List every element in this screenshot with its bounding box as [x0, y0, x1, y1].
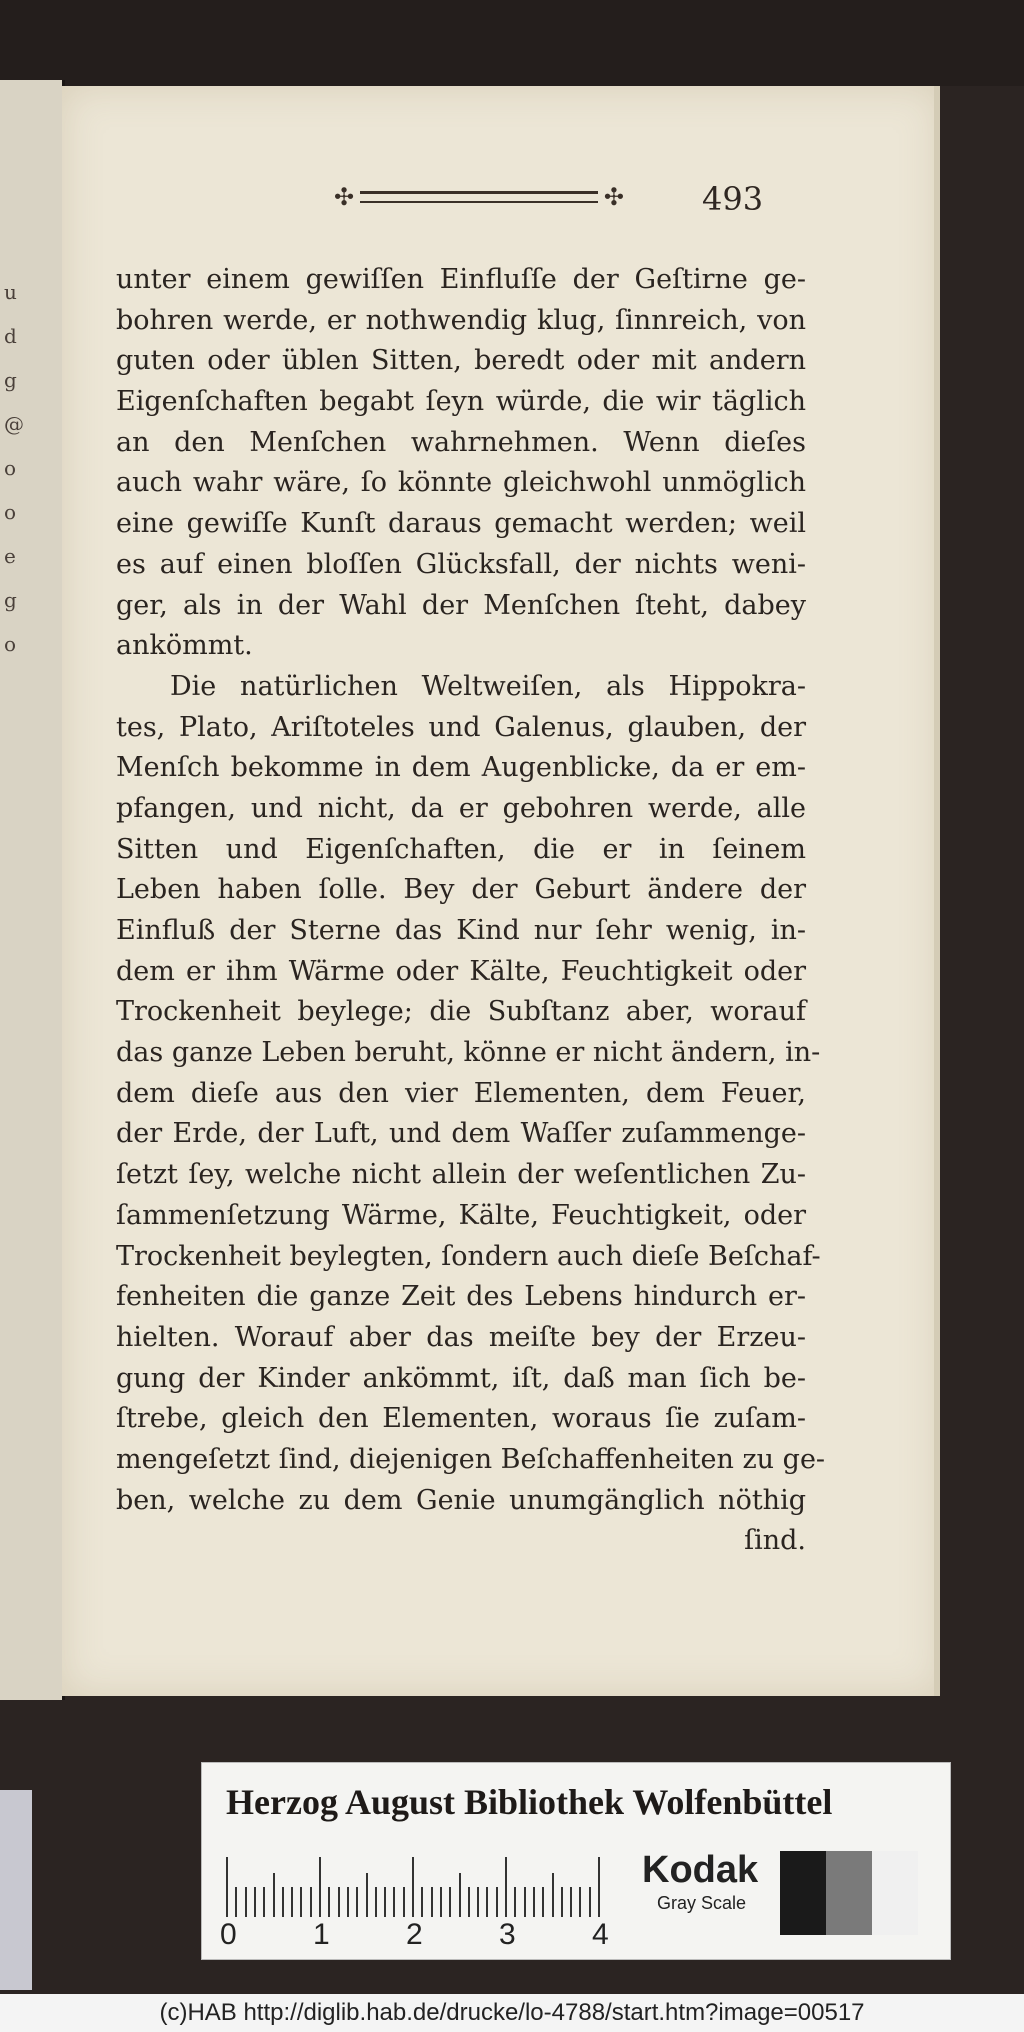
- ruler-tick: [505, 1857, 507, 1917]
- ruler-tick: [412, 1857, 414, 1917]
- ornament-star-icon: ✣: [603, 183, 624, 211]
- text-line: das ganze Leben beruht, könne er nicht ändern, in-: [116, 1037, 821, 1069]
- adjacent-page-char: o: [4, 500, 17, 524]
- text-line: guten oder üblen Sitten, beredt oder mit andern: [116, 345, 806, 377]
- text-line: pfangen, und nicht, da er gebohren werde, alle: [116, 792, 806, 824]
- ruler-tick: [273, 1873, 275, 1917]
- adjacent-page-char: o: [4, 632, 17, 656]
- ruler-tick: [310, 1887, 312, 1917]
- ruler-tick: [598, 1857, 600, 1917]
- page-number: 493: [702, 180, 764, 218]
- text-line: eine gewiſſe Kunſt daraus gemacht werden; weil: [116, 508, 806, 540]
- gray-swatch: [872, 1851, 918, 1935]
- ruler-tick: [319, 1857, 321, 1917]
- ruler-tick: [459, 1873, 461, 1917]
- text-line: hielten. Worauf aber das meiſte bey der Erzeu-: [116, 1321, 806, 1353]
- ruler-tick: [542, 1887, 544, 1917]
- adjacent-page-char: g: [4, 588, 17, 612]
- page-edge: [934, 86, 940, 1696]
- ruler-tick: [468, 1887, 470, 1917]
- text-line: an den Menſchen wahrnehmen. Wenn dieſes: [116, 426, 806, 458]
- ruler-tick: [291, 1887, 293, 1917]
- text-line: dem dieſe aus den vier Elementen, dem Feuer,: [116, 1077, 806, 1109]
- ruler-number: 1: [313, 1918, 330, 1951]
- text-line: Die natürlichen Weltweiſen, als Hippokra-: [170, 670, 806, 702]
- text-line: es auf einen bloſſen Glücksfall, der nichts weni-: [116, 548, 806, 580]
- kodak-gray-scale-label: Gray Scale: [657, 1893, 747, 1913]
- ruler-tick: [552, 1873, 554, 1917]
- text-line: dem er ihm Wärme oder Kälte, Feuchtigkeit oder: [116, 955, 806, 987]
- ruler-tick: [486, 1887, 488, 1917]
- ruler-tick: [356, 1887, 358, 1917]
- ruler-tick: [384, 1887, 386, 1917]
- ruler-number: 4: [592, 1918, 609, 1951]
- ruler-number: 3: [499, 1918, 516, 1951]
- text-line: Leben haben ſolle. Bey der Geburt ändere der: [116, 874, 806, 906]
- ruler-tick: [263, 1887, 265, 1917]
- ruler-numbers: [220, 1918, 640, 1951]
- text-line: ankömmt.: [116, 630, 253, 662]
- ruler-tick: [254, 1887, 256, 1917]
- ruler-tick: [421, 1887, 423, 1917]
- ruler-tick: [393, 1887, 395, 1917]
- ruler-tick: [570, 1887, 572, 1917]
- ruler-tick: [524, 1887, 526, 1917]
- scale-ruler: [226, 1853, 606, 1917]
- ruler-tick: [477, 1887, 479, 1917]
- ruler-tick: [533, 1887, 535, 1917]
- text-line: ben, welche zu dem Genie unumgänglich nöthig: [116, 1484, 806, 1516]
- ruler-tick: [245, 1887, 247, 1917]
- ruler-number: 0: [220, 1918, 237, 1951]
- ornament-star-icon: ✣: [334, 183, 355, 211]
- adjacent-page-strip: [0, 80, 65, 1700]
- adjacent-page-char: d: [4, 324, 17, 348]
- adjacent-page-char: g: [4, 368, 17, 392]
- ruler-tick: [589, 1887, 591, 1917]
- ruler-tick: [431, 1887, 433, 1917]
- text-line: Trockenheit beylegten, ſondern auch dieſe Beſchaf-: [116, 1240, 821, 1272]
- text-line: ſetzt ſey, welche nicht allein der weſentlichen Zu-: [116, 1159, 806, 1191]
- text-line: Eigenſchaften begabt ſeyn würde, die wir täglich: [116, 386, 806, 418]
- text-line: Trockenheit beylege; die Subſtanz aber, worauf: [116, 996, 806, 1028]
- scan-background-top: [0, 0, 1024, 86]
- gray-swatch: [780, 1851, 826, 1935]
- text-line: Einfluß der Sterne das Kind nur ſehr wenig, in-: [116, 915, 806, 946]
- copyright-footer: (c)HAB http://diglib.hab.de/drucke/lo-4788/start.htm?image=00517: [0, 1994, 1024, 2032]
- ruler-number: 2: [406, 1918, 423, 1951]
- text-line: ger, als in der Wahl der Menſchen ſteht, dabey: [116, 589, 806, 621]
- ruler-tick: [561, 1887, 563, 1917]
- text-line: unter einem gewiſſen Einfluſſe der Geſtirne ge-: [116, 264, 806, 295]
- page-body-text: [116, 260, 826, 1562]
- ruler-tick: [226, 1857, 228, 1917]
- text-line: fenheiten die ganze Zeit des Lebens hindurch er-: [116, 1281, 806, 1313]
- text-line: tes, Plato, Ariſtoteles und Galenus, glauben, der: [116, 711, 806, 743]
- adjacent-page-char: e: [4, 544, 16, 568]
- adjacent-page-chars: [4, 270, 24, 666]
- text-line: der Erde, der Luft, und dem Waſſer zuſammenge-: [116, 1118, 806, 1150]
- gray-swatch: [826, 1851, 872, 1935]
- adjacent-page-char: u: [4, 280, 17, 304]
- text-line: Menſch bekomme in dem Augenblicke, da er em-: [116, 752, 806, 784]
- ruler-tick: [514, 1887, 516, 1917]
- kodak-logo: Kodak: [642, 1849, 759, 1891]
- ruler-tick: [449, 1887, 451, 1917]
- text-line: ſtrebe, gleich den Elementen, woraus ſie zuſam-: [116, 1403, 806, 1435]
- ruler-tick: [282, 1887, 284, 1917]
- book-page: [62, 86, 940, 1696]
- text-line: bohren werde, er nothwendig klug, ſinnreich, von: [116, 304, 806, 336]
- text-line: mengeſetzt ſind, diejenigen Beſchaffenheiten zu ge-: [116, 1443, 826, 1475]
- ruler-tick: [338, 1887, 340, 1917]
- text-line: ſind.: [744, 1525, 806, 1557]
- ornament-rule: [360, 191, 598, 203]
- ruler-tick: [375, 1887, 377, 1917]
- library-name: Herzog August Bibliothek Wolfenbüttel: [226, 1782, 833, 1822]
- ruler-tick: [328, 1887, 330, 1917]
- ruler-tick: [440, 1887, 442, 1917]
- text-line: Sitten und Eigenſchaften, die er in ſeinem: [116, 833, 806, 865]
- ruler-tick: [347, 1887, 349, 1917]
- ruler-tick: [366, 1873, 368, 1917]
- adjacent-page-char: @: [4, 412, 24, 436]
- ruler-tick: [235, 1887, 237, 1917]
- adjacent-page-char: o: [4, 456, 17, 480]
- ruler-tick: [403, 1887, 405, 1917]
- text-line: ſammenſetzung Wärme, Kälte, Feuchtigkeit, oder: [116, 1199, 806, 1231]
- library-color-target-card: [201, 1762, 951, 1960]
- header-ornament: [334, 183, 624, 211]
- text-line: auch wahr wäre, ſo könnte gleichwohl unmöglich: [116, 467, 806, 499]
- ruler-tick: [496, 1887, 498, 1917]
- ruler-tick: [300, 1887, 302, 1917]
- ruler-tick: [579, 1887, 581, 1917]
- text-line: gung der Kinder ankömmt, iſt, daß man ſich be-: [116, 1362, 806, 1394]
- adjacent-label-fragment: [0, 1790, 32, 1990]
